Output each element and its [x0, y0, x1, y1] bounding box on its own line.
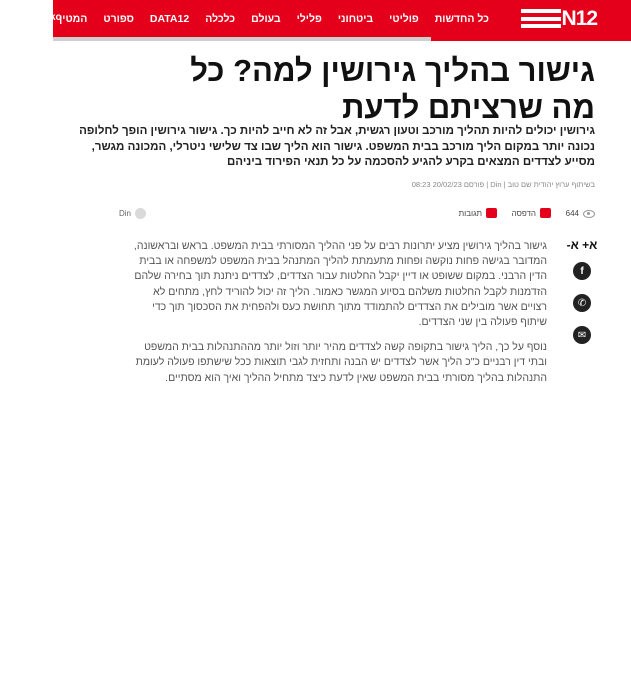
comment-bubble-icon [486, 208, 497, 218]
reporter-avatar [135, 208, 146, 219]
facebook-icon[interactable]: f [573, 262, 591, 280]
article-headline: גישור בהליך גירושין למה? כל מה שרציתם לדעת [190, 53, 595, 125]
n12-logo[interactable] [518, 6, 597, 31]
logo-text: N12 [561, 6, 597, 30]
share-sidebar [566, 238, 598, 358]
nav-item-world[interactable]: בעולם [251, 12, 281, 25]
eye-icon [583, 210, 595, 218]
font-size-control[interactable]: א+ א- [566, 238, 598, 252]
nav-item-politics[interactable]: פוליטי [389, 12, 419, 25]
reporter-tag[interactable] [119, 208, 146, 219]
comments-button[interactable] [459, 208, 497, 218]
comments-label: תגובות [458, 208, 482, 218]
top-navigation-bar [8, 0, 631, 37]
article-subtitle: גירושין יכולים להיות תהליך מורכב וטעון רגשית, אבל זה לא חייב להיות כך. גישור גירושין הופך לחלופה נכונה יותר במקום הליך מורכב בבית המשפט. גישור הוא הליך שבו צד שלישי ניטרלי, המכונה מגשר, מסייע לצדדים המצאים בקרע להגיע להסכמה על כל תנאי הפירוד ביניהם [79, 125, 595, 168]
nav-item-criminal[interactable]: פלילי [296, 12, 322, 25]
nav-item-data12[interactable]: DATA12 [149, 12, 190, 25]
article-body [132, 239, 547, 396]
article-paragraph: גישור בהליך גירושין מציע יתרונות רבים על פני ההליך המסורתי בבית המשפט. בראש ובראשונה, המדובר בגישה פחות נוקשה ופחות מתעמתת להליך המתנהל בבית המשפט למשפחה או בבית הדין הרבני. במקום ששופט או דיין יקבל החלטות עבור הצדדים, לצדדים ניתנת תוך בחירה שלהם הזדמנות לקבל החלטות משלהם בסיוע המגשר כאמור. הליך זה יכול להוריד לחץ, מתחים לא רצויים אשר מובילים את הצדדים להתמודד מתוך תחושת כעס ולהפחית את הסכסוך תוך כדי שיתוף פעולה בין שני הצדדים. [133, 240, 547, 329]
print-label: הדפסה [511, 208, 536, 218]
views-count: 644 [565, 209, 579, 218]
main-nav [0, 0, 497, 37]
nav-item-clipped[interactable]: ko [50, 12, 62, 23]
scroll-progress-fill [431, 37, 631, 41]
reporter-name: Din [119, 209, 132, 218]
print-button[interactable] [512, 208, 551, 218]
whatsapp-icon[interactable]: ✆ [573, 294, 591, 312]
logo-stripes-icon [521, 9, 561, 28]
article-paragraph: נוסף על כך, הליך גישור בתקופה קשה לצדדים מהיר יותר וזול יותר מההתנהלות בבית המשפט ובתי דין רבניים כ"כ הליך אשר לצדדים יש הבנה ותחזית לגבי תוצאות ככל שישתפו פעולה לעומת התנהלות בהליך מסורתי בבית המשפט שאין לדעת כיצד מתחיל ההליך ואיך הוא מסתיים. [135, 341, 547, 384]
nav-item-shows[interactable]: תוכניות [8, 12, 44, 25]
email-icon[interactable]: ✉ [573, 326, 591, 344]
scroll-progress-track [53, 37, 431, 41]
nav-item-security[interactable]: ביטחוני [337, 12, 374, 25]
nav-item-sports[interactable]: ספורט [103, 12, 134, 25]
article-action-row [53, 205, 631, 225]
nav-item-economy[interactable]: כלכלה [205, 12, 236, 25]
printer-icon [540, 208, 551, 218]
nav-item-all-news[interactable]: כל החדשות [434, 12, 489, 25]
views-counter [566, 209, 595, 218]
nav-item-hamatin[interactable]: המטין [59, 12, 88, 25]
article-byline: בשיתוף ערוץ יהודית שם טוב | Din | פורסם 20/02/23 08:23 [411, 180, 595, 189]
